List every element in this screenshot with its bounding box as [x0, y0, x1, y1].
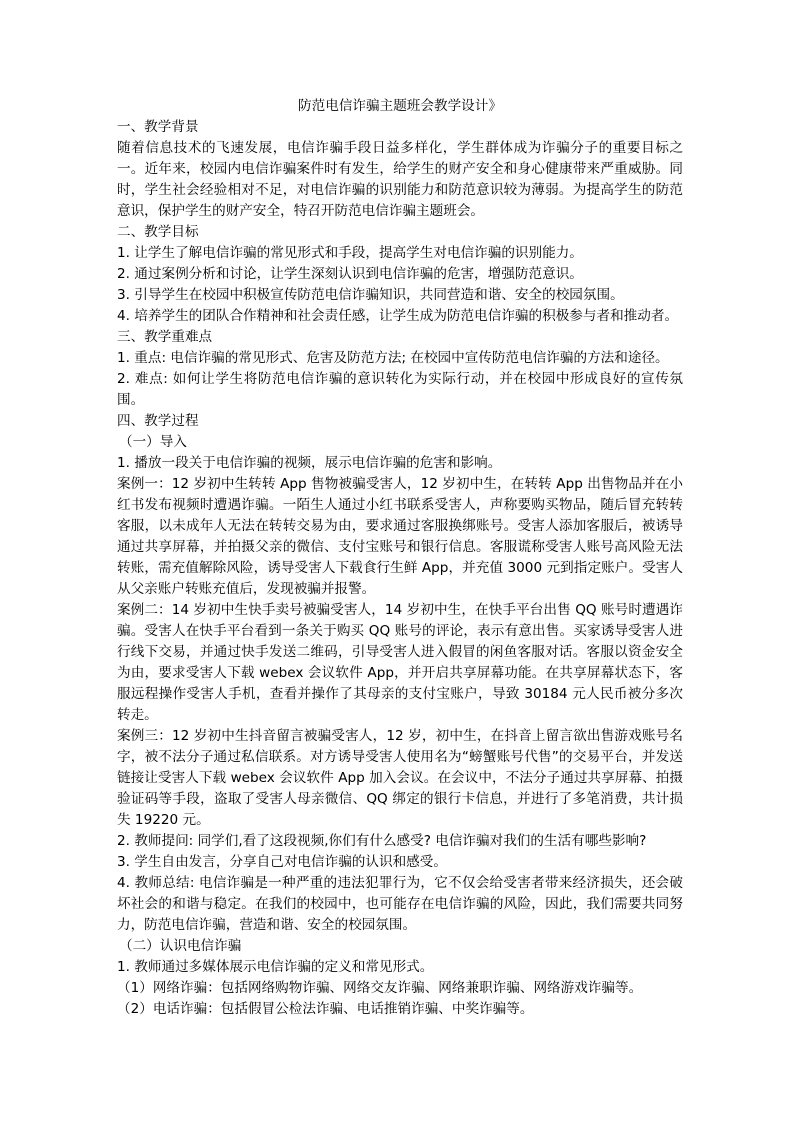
intro-item-1: 1. 播放一段关于电信诈骗的视频，展示电信诈骗的危害和影响。: [117, 455, 502, 471]
section-heading-goals: 二、教学目标: [117, 224, 199, 240]
document-title: 防范电信诈骗主题班会教学设计》: [298, 98, 502, 114]
background-paragraph: 随着信息技术的飞速发展，电信诈骗手段日益多样化，学生群体成为诈骗分子的重要目标之一。近年来，校园内电信诈骗案件时有发生，给学生的财产安全和身心健康带来严重威胁。同时，学生社会经验相对不足，对电信诈骗的识别能力和防范意识较为薄弱。为提高学生的防范意识，保护学生的财产安全，特召开防范电信诈骗主题班会。: [117, 140, 683, 219]
intro-item-2: 2. 教师提问: 同学们,看了这段视频,你们有什么感受? 电信诈骗对我们的生活有哪些影响?: [117, 833, 647, 849]
case-3-paragraph: 案例三：12 岁初中生抖音留言被骗受害人，12 岁，初中生，在抖音上留言欲出售游戏账号名字，被不法分子通过私信联系。对方诱导受害人使用名为“螃蟹账号代售”的交易平台，并发送链接让受害人下载 webex 会议软件 App 加入会议。在会议中，不法分子通过共享屏幕、拍摄验证码等手段，盗取了受害人母亲微信、QQ 绑定的银行卡信息，并进行了多笔消费，共计损失 19220 元。: [117, 728, 683, 828]
document-page: [117, 96, 683, 1020]
key-point-item-1: 1. 重点: 电信诈骗的常见形式、危害及防范方法; 在校园中宣传防范电信诈骗的方法和途径。: [117, 350, 669, 366]
goal-item-1: 1. 让学生了解电信诈骗的常见形式和手段，提高学生对电信诈骗的识别能力。: [117, 245, 583, 261]
goal-item-2: 2. 通过案例分析和讨论，让学生深刻认识到电信诈骗的危害，增强防范意识。: [117, 266, 583, 282]
understand-item-phone: （2）电话诈骗：包括假冒公检法诈骗、电话推销诈骗、中奖诈骗等。: [117, 1001, 534, 1017]
goal-item-3: 3. 引导学生在校园中积极宣传防范电信诈骗知识，共同营造和谐、安全的校园氛围。: [117, 287, 624, 303]
case-2-paragraph: 案例二：14 岁初中生快手卖号被骗受害人，14 岁初中生，在快手平台出售 QQ 账号时遭遇诈骗。受害人在快手平台看到一条关于购买 QQ 账号的评论，表示有意出售。买家诱导受害人进行线下交易，并通过快手发送二维码，引导受害人进入假冒的闲鱼客服对话。客服以资金安全为由，要求受害人下载 webex 会议软件 App，并开启共享屏幕功能。在共享屏幕状态下，客服远程操作受害人手机，查看并操作了其母亲的支付宝账户，导致 30184 元人民币被分多次转走。: [117, 602, 683, 723]
case-1-paragraph: 案例一：12 岁初中生转转 App 售物被骗受害人，12 岁初中生，在转转 App 出售物品并在小红书发布视频时遭遇诈骗。一陌生人通过小红书联系受害人，声称要购买物品，随后冒充转转客服，以未成年人无法在转转交易为由，要求通过客服换绑账号。受害人添加客服后，被诱导通过共享屏幕，并拍摄父亲的微信、支付宝账号和银行信息。客服谎称受害人账号高风险无法转账，需充值解除风险，诱导受害人下载食行生鲜 App，并充值 3000 元到指定账户。受害人从父亲账户转账充值后，发现被骗并报警。: [117, 476, 683, 597]
section-heading-process: 四、教学过程: [117, 413, 199, 429]
subsection-heading-understand: （二）认识电信诈骗: [119, 938, 242, 954]
key-point-item-2: 2. 难点: 如何让学生将防范电信诈骗的意识转化为实际行动，并在校园中形成良好的宣传氛围。: [117, 371, 683, 408]
intro-item-3: 3. 学生自由发言，分享自己对电信诈骗的认识和感受。: [117, 854, 447, 870]
intro-item-4: 4. 教师总结: 电信诈骗是一种严重的违法犯罪行为，它不仅会给受害者带来经济损失，还会破坏社会的和谐与稳定。在我们的校园中，也可能存在电信诈骗的风险，因此，我们需要共同努力，防范电信诈骗，营造和谐、安全的校园氛围。: [117, 875, 683, 933]
subsection-heading-intro: （一）导入: [119, 434, 187, 450]
understand-item-1: 1. 教师通过多媒体展示电信诈骗的定义和常见形式。: [117, 959, 434, 975]
section-heading-background: 一、教学背景: [117, 119, 199, 135]
understand-item-network: （1）网络诈骗：包括网络购物诈骗、网络交友诈骗、网络兼职诈骗、网络游戏诈骗等。: [117, 980, 643, 996]
section-heading-key-points: 三、教学重难点: [117, 329, 213, 345]
goal-item-4: 4. 培养学生的团队合作精神和社会责任感，让学生成为防范电信诈骗的积极参与者和推动者。: [117, 308, 679, 324]
